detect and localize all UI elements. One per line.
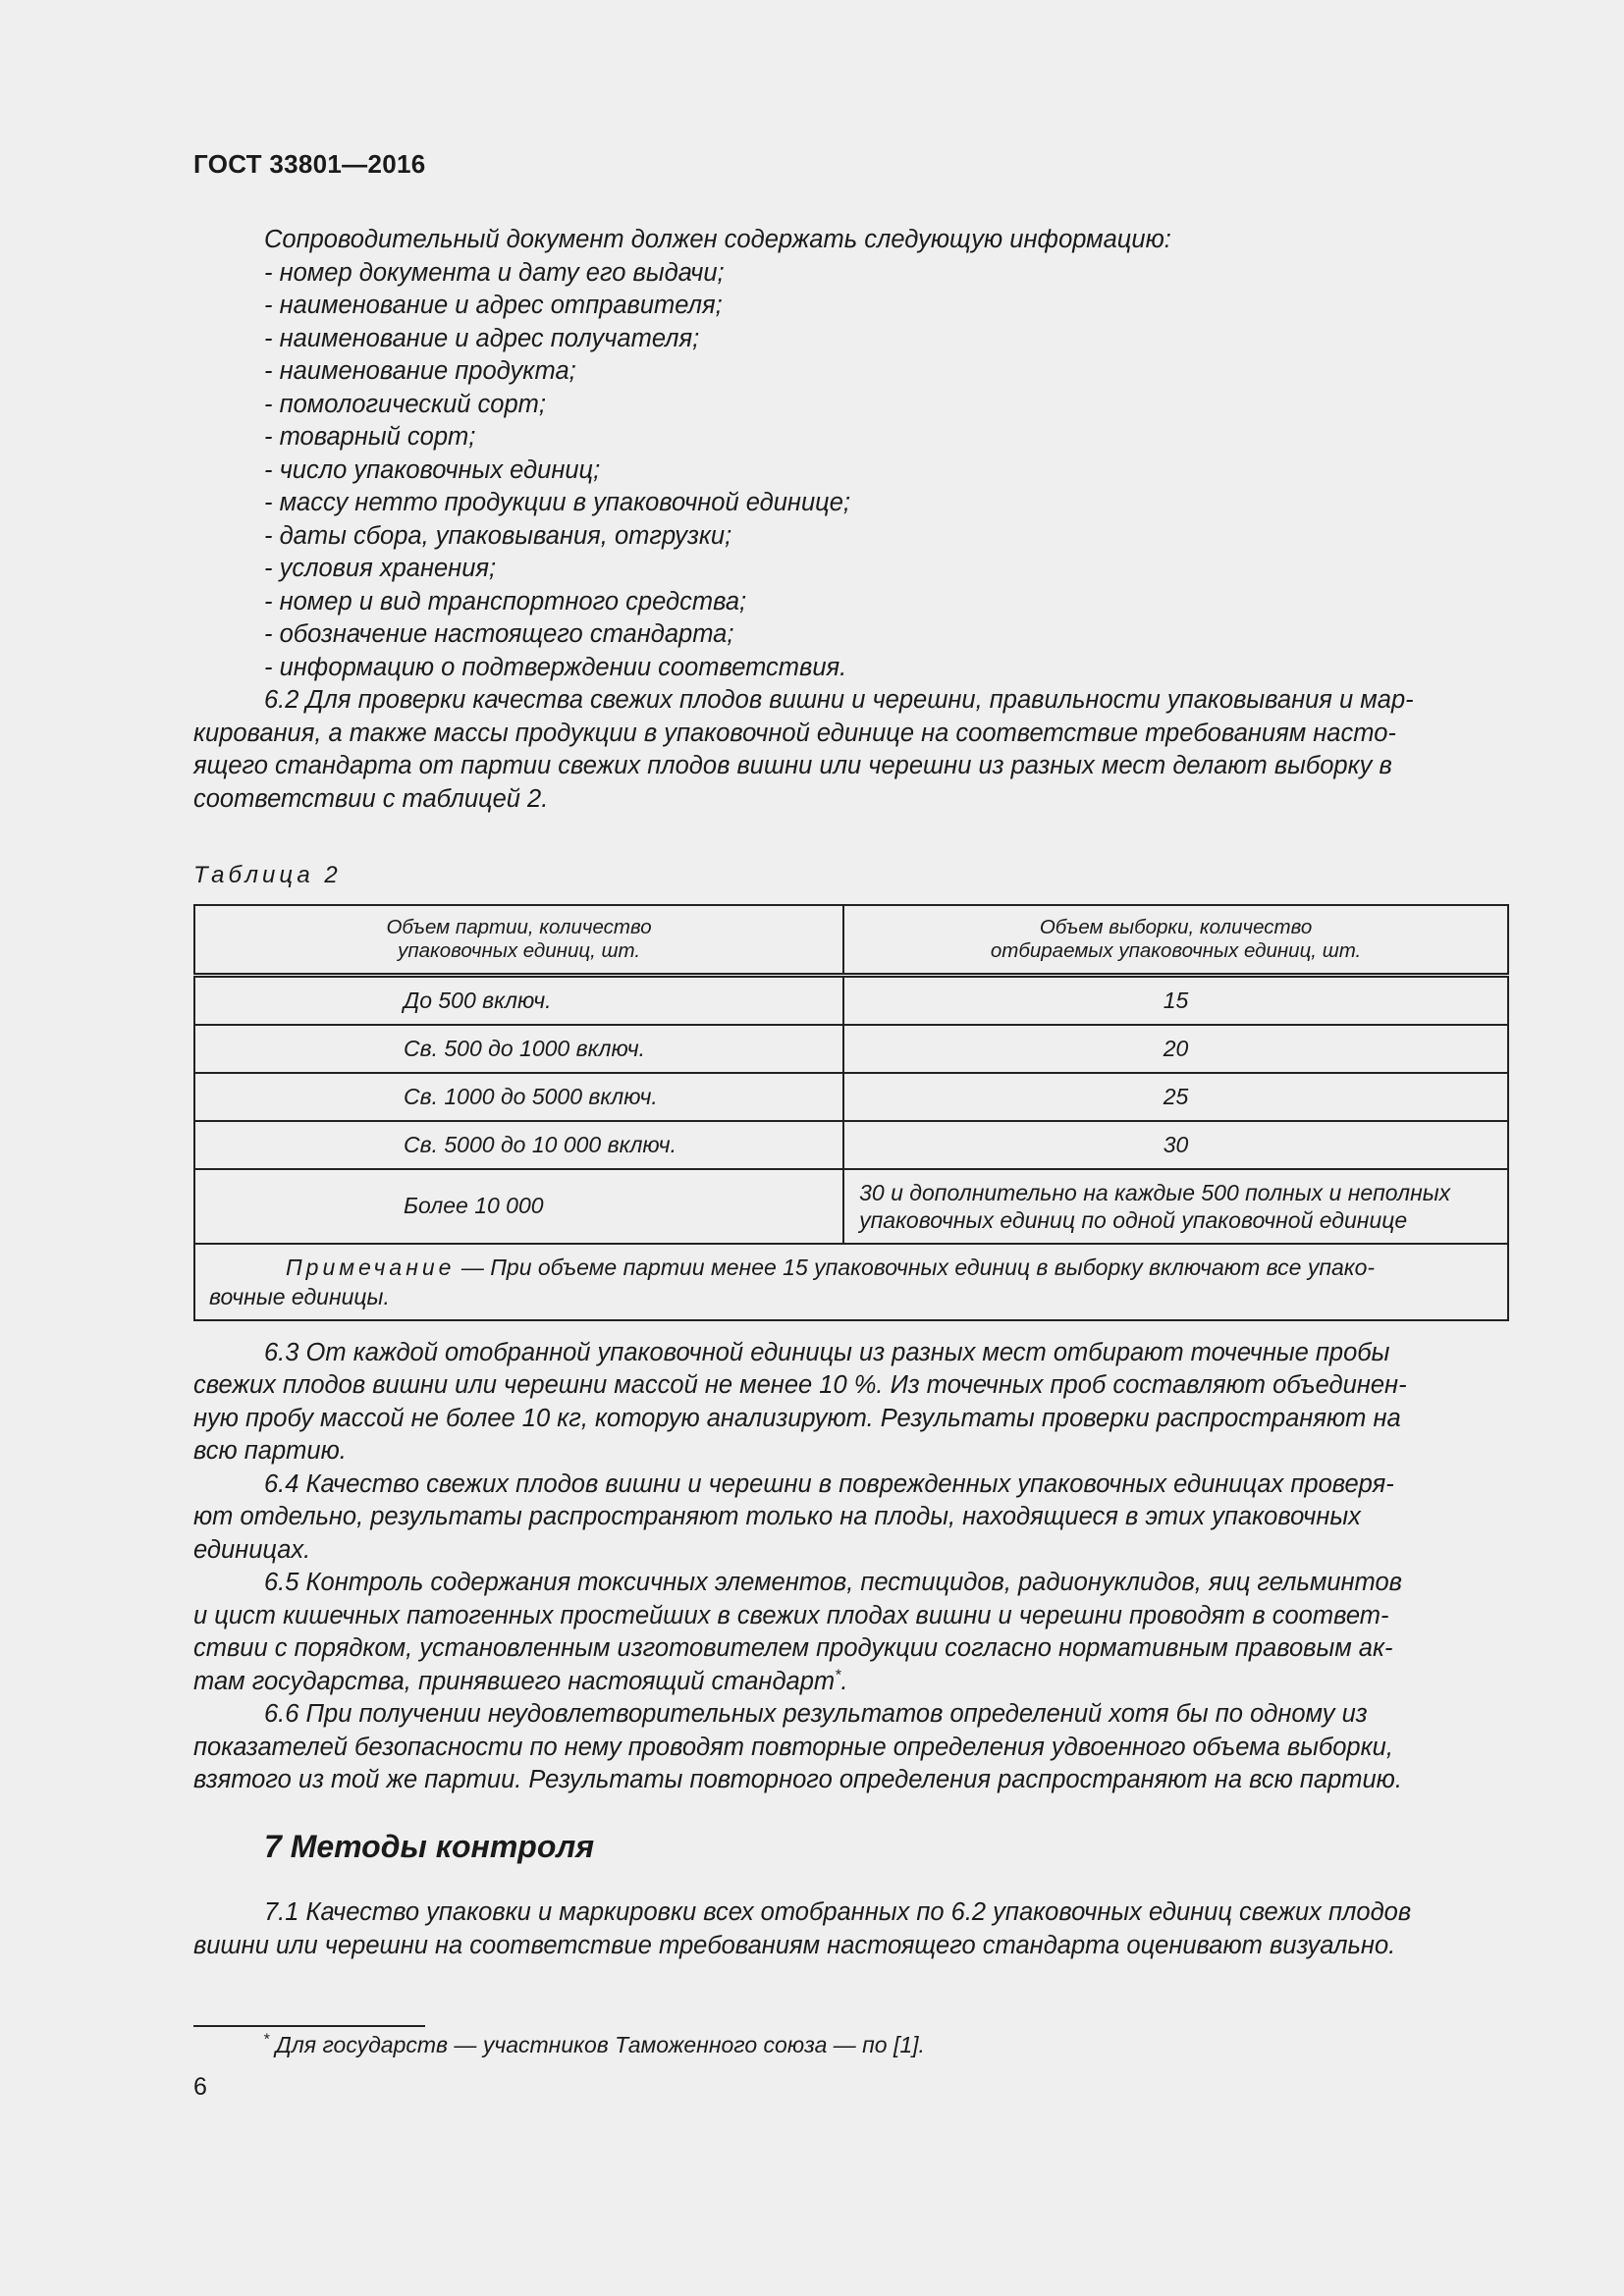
sample-cell: 20 [843,1025,1508,1073]
footnote-separator [193,2025,425,2027]
footnote [263,2032,925,2058]
paragraph-line: 7.1 Качество упаковки и маркировки всех отобранных по 6.2 упаковочных единиц свежих плодов [264,1898,1412,1926]
paragraph-line: ствии с порядком, установленным изготовителем продукции согласно нормативным правовым ак- [193,1634,1393,1662]
footnote-mark: * [263,2031,270,2049]
list-item: - обозначение настоящего стандарта; [264,620,734,648]
paragraph-line: ную пробу массой не более 10 кг, которую анализируют. Результаты проверки распространяют на [193,1404,1401,1432]
sample-cell: 15 [843,975,1508,1025]
table-row [194,975,1508,1025]
paragraph-line: 6.2 Для проверки качества свежих плодов вишни и черешни, правильности упаковывания и мар- [264,686,1414,714]
footnote-text: Для государств — участников Таможенного союза — по [1]. [269,2032,925,2057]
section-heading: 7 Методы контроля [264,1828,595,1864]
note-text: — При объеме партии менее 15 упаковочных единиц в выборку включают все упако- [455,1254,1376,1280]
lot-cell: Св. 500 до 1000 включ. [194,1025,843,1073]
list-item: - номер документа и дату его выдачи; [264,258,725,287]
table-header-sample: Объем выборки, количество отбираемых упаковочных единиц, шт. [843,905,1508,976]
paragraph-line: свежих плодов вишни или черешни массой не менее 10 %. Из точечных проб составляют объединен- [193,1371,1407,1399]
paragraph-line: всю партию. [193,1437,347,1465]
list-item: - даты сбора, упаковывания, отгрузки; [264,521,732,550]
paragraph-line: показателей безопасности по нему проводят повторные определения удвоенного объема выборки, [193,1733,1393,1761]
list-item: - помологический сорт; [264,390,546,418]
lot-cell: До 500 включ. [194,975,843,1025]
paragraph-6-4 [193,1468,1509,1568]
paragraph-line: там государства, принявшего настоящий стандарт*. [193,1667,848,1695]
table-note-row [194,1244,1508,1320]
page-number: 6 [193,2073,207,2101]
paragraph-7-1 [193,1896,1509,1962]
paragraph-line: 6.6 При получении неудовлетворительных результатов определений хотя бы по одному из [264,1700,1368,1728]
sample-cell: 25 [843,1073,1508,1121]
paragraph-line: ют отдельно, результаты распространяют только на плоды, находящиеся в этих упаковочных [193,1503,1361,1530]
list-item: - информацию о подтверждении соответствия. [264,653,847,681]
paragraph-line: и цист кишечных патогенных простейших в свежих плодах вишни и черешни проводят в соответ- [193,1601,1389,1629]
paragraph-line: взятого из той же партии. Результаты повторного определения распространяют на всю партию. [193,1766,1402,1793]
document-header: ГОСТ 33801—2016 [193,149,426,179]
paragraph-6-2 [193,684,1509,816]
list-item: - наименование и адрес получателя; [264,324,700,352]
list-item: - условия хранения; [264,555,497,582]
table-row [194,1121,1508,1169]
paragraph-6-3 [193,1337,1509,1468]
list-item: - номер и вид транспортного средства; [264,587,747,615]
list-item: - наименование и адрес отправителя; [264,292,723,319]
paragraph-line: кирования, а также массы продукции в упаковочной единице на соответствие требованиям насто- [193,719,1396,747]
note-text: вочные единицы. [209,1283,390,1309]
sample-cell: 30 [843,1121,1508,1169]
paragraph-line: 6.3 От каждой отобранной упаковочной единицы из разных мест отбирают точечные пробы [264,1338,1390,1366]
paragraph-6-6 [193,1698,1509,1797]
table-caption: Таблица 2 [193,862,342,888]
paragraph-line: соответствии с таблицей 2. [193,784,549,813]
footnote-marker[interactable]: * [835,1667,841,1683]
table-note [194,1244,1508,1320]
table-row [194,1169,1508,1244]
intro-text: Сопроводительный документ должен содержать следующую информацию: [264,226,1171,253]
lot-cell: Более 10 000 [194,1169,843,1244]
paragraph-6-5 [193,1567,1509,1698]
info-list [193,257,1509,685]
sample-cell: 30 и дополнительно на каждые 500 полных и неполных упаковочных единиц по одной упаковочной единице [843,1169,1508,1244]
paragraph-line: ящего стандарта от партии свежих плодов вишни или черешни из разных мест делают выборку в [193,752,1392,779]
lot-cell: Св. 5000 до 10 000 включ. [194,1121,843,1169]
paragraph-line: единицах. [193,1535,311,1564]
paragraph-line: 6.5 Контроль содержания токсичных элементов, пестицидов, радионуклидов, яиц гельминтов [264,1569,1402,1596]
table-header-lot: Объем партии, количество упаковочных единиц, шт. [194,905,843,976]
page-content [193,224,1509,1962]
table-row [194,1073,1508,1121]
table-row [194,1025,1508,1073]
list-item: - товарный сорт; [264,423,476,451]
note-label: Примечание [286,1254,456,1280]
list-item: - число упаковочных единиц; [264,455,601,484]
list-item: - наименование продукта; [264,357,576,385]
paragraph-line: вишни или черешни на соответствие требованиям настоящего стандарта оценивают визуально. [193,1931,1396,1959]
sample-size-table [193,904,1509,1321]
lot-cell: Св. 1000 до 5000 включ. [194,1073,843,1121]
list-item: - массу нетто продукции в упаковочной единице; [264,489,850,516]
paragraph-line: 6.4 Качество свежих плодов вишни и черешни в поврежденных упаковочных единицах проверя- [264,1469,1394,1498]
